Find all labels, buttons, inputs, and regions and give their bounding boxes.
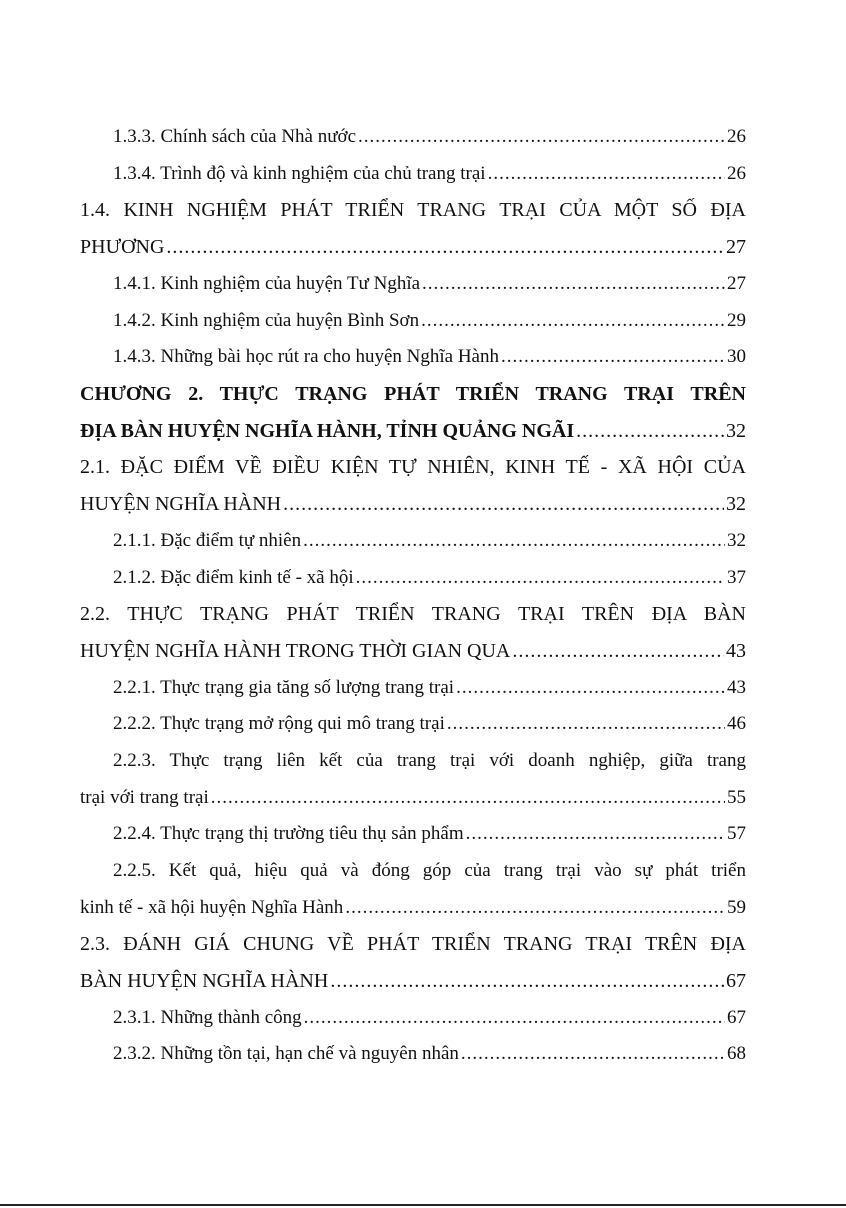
toc-page-number: 26 — [727, 126, 746, 147]
toc-page-number: 68 — [727, 1043, 746, 1064]
toc-entry-1-3-4 — [113, 161, 746, 187]
toc-page-number: 32 — [727, 530, 746, 551]
toc-entry-title: ĐỊA BÀN HUYỆN NGHĨA HÀNH, TỈNH QUẢNG NGÃI — [80, 420, 575, 442]
dot-leader — [330, 968, 724, 994]
toc-page-number: 67 — [726, 970, 746, 992]
toc-entry-title: 2.2.2. Thực trạng mở rộng qui mô trang trại — [113, 713, 445, 734]
toc-page-number: 27 — [727, 273, 746, 294]
toc-page-number: 27 — [726, 236, 746, 258]
toc-page-number: 32 — [726, 420, 746, 442]
toc-entry-2-2-3-line1: 2.2.3. Thực trạng liên kết của trang trại với doanh nghiệp, giữa trang — [113, 750, 746, 771]
toc-page-number: 30 — [727, 346, 746, 367]
toc-entry-1-3-3 — [113, 124, 746, 150]
dot-leader — [576, 418, 724, 444]
toc-entry-title: 2.3.2. Những tồn tại, hạn chế và nguyên nhân — [113, 1043, 459, 1064]
toc-entry-2-2-1 — [113, 675, 746, 701]
toc-entry-1-4-line1: 1.4. KINH NGHIỆM PHÁT TRIỂN TRANG TRẠI CỦA MỘT SỐ ĐỊA — [80, 199, 746, 221]
dot-leader — [421, 308, 725, 334]
toc-entry-title: 2.2.1. Thực trạng gia tăng số lượng trang trại — [113, 677, 455, 698]
toc-entry-title: 2.1.2. Đặc điểm kinh tế - xã hội — [113, 567, 354, 588]
dot-leader — [488, 161, 725, 187]
dot-leader — [356, 565, 725, 591]
toc-page-number: 59 — [727, 897, 746, 918]
dot-leader — [422, 271, 725, 297]
toc-chapter-2-line2 — [80, 418, 746, 444]
toc-entry-2-3-line1: 2.3. ĐÁNH GIÁ CHUNG VỀ PHÁT TRIỂN TRANG TRẠI TRÊN ĐỊA — [80, 933, 746, 955]
toc-page-number: 37 — [727, 567, 746, 588]
toc-entry-2-2-5-line1: 2.2.5. Kết quả, hiệu quả và đóng góp của trang trại vào sự phát triển — [113, 860, 746, 881]
toc-entry-title: 2.2.4. Thực trạng thị trường tiêu thụ sản phẩm — [113, 823, 464, 844]
dot-leader — [512, 638, 724, 664]
dot-leader — [166, 234, 724, 260]
toc-entry-2-3-2 — [113, 1041, 746, 1067]
toc-entry-title: 1.3.4. Trình độ và kinh nghiệm của chủ trang trại — [113, 163, 486, 184]
toc-entry-2-3-line2 — [80, 968, 746, 994]
dot-leader — [447, 711, 725, 737]
dot-leader — [345, 895, 725, 921]
dot-leader — [303, 528, 725, 554]
toc-entry-title: 1.4.2. Kinh nghiệm của huyện Bình Sơn — [113, 310, 420, 331]
toc-entry-2-1-1 — [113, 528, 746, 554]
dot-leader — [501, 344, 725, 370]
toc-page-number: 43 — [727, 677, 746, 698]
toc-entry-title: BÀN HUYỆN NGHĨA HÀNH — [80, 970, 329, 992]
toc-entry-1-4-line2 — [80, 234, 746, 260]
toc-page-number: 55 — [727, 787, 746, 808]
toc-entry-title: kinh tế - xã hội huyện Nghĩa Hành — [80, 897, 344, 918]
toc-page-number: 46 — [727, 713, 746, 734]
toc-entry-2-2-line2 — [80, 638, 746, 664]
toc-page-number: 29 — [727, 310, 746, 331]
toc-page-number: 67 — [727, 1007, 746, 1028]
toc-entry-1-4-3 — [113, 344, 746, 370]
toc-entry-title: 1.4.1. Kinh nghiệm của huyện Tư Nghĩa — [113, 273, 421, 294]
toc-entry-title: trại với trang trại — [80, 787, 209, 808]
toc-entry-1-4-2 — [113, 308, 746, 334]
toc-entry-title: 2.3.1. Những thành công — [113, 1007, 302, 1028]
toc-page-number: 26 — [727, 163, 746, 184]
toc-page-number: 43 — [726, 640, 746, 662]
dot-leader — [304, 1005, 725, 1031]
page-bottom-border — [0, 1204, 846, 1206]
toc-entry-title: HUYỆN NGHĨA HÀNH TRONG THỜI GIAN QUA — [80, 640, 511, 662]
dot-leader — [358, 124, 725, 150]
toc-entry-title: 1.3.3. Chính sách của Nhà nước — [113, 126, 357, 147]
dot-leader — [211, 785, 725, 811]
toc-entry-title: HUYỆN NGHĨA HÀNH — [80, 493, 282, 515]
toc-page-number: 57 — [727, 823, 746, 844]
toc-chapter-2-line1: CHƯƠNG 2. THỰC TRẠNG PHÁT TRIỂN TRANG TRẠI TRÊN — [80, 383, 746, 405]
dot-leader — [456, 675, 725, 701]
toc-entry-1-4-1 — [113, 271, 746, 297]
toc-entry-2-2-2 — [113, 711, 746, 737]
toc-entry-2-1-line2 — [80, 491, 746, 517]
toc-entry-2-1-2 — [113, 565, 746, 591]
toc-entry-2-2-5-line2 — [80, 895, 746, 921]
dot-leader — [461, 1041, 725, 1067]
toc-entry-title: 2.1.1. Đặc điểm tự nhiên — [113, 530, 302, 551]
toc-entry-title: 1.4.3. Những bài học rút ra cho huyện Nghĩa Hành — [113, 346, 499, 367]
toc-entry-2-2-3-line2 — [80, 785, 746, 811]
toc-entry-2-3-1 — [113, 1005, 746, 1031]
toc-page-number: 32 — [726, 493, 746, 515]
toc-entry-2-2-4 — [113, 821, 746, 847]
dot-leader — [466, 821, 725, 847]
toc-entry-title: PHƯƠNG — [80, 236, 165, 258]
dot-leader — [283, 491, 724, 517]
toc-entry-2-2-line1: 2.2. THỰC TRẠNG PHÁT TRIỂN TRANG TRẠI TRÊN ĐỊA BÀN — [80, 603, 746, 625]
toc-entry-2-1-line1: 2.1. ĐẶC ĐIỂM VỀ ĐIỀU KIỆN TỰ NHIÊN, KINH TẾ - XÃ HỘI CỦA — [80, 456, 746, 478]
